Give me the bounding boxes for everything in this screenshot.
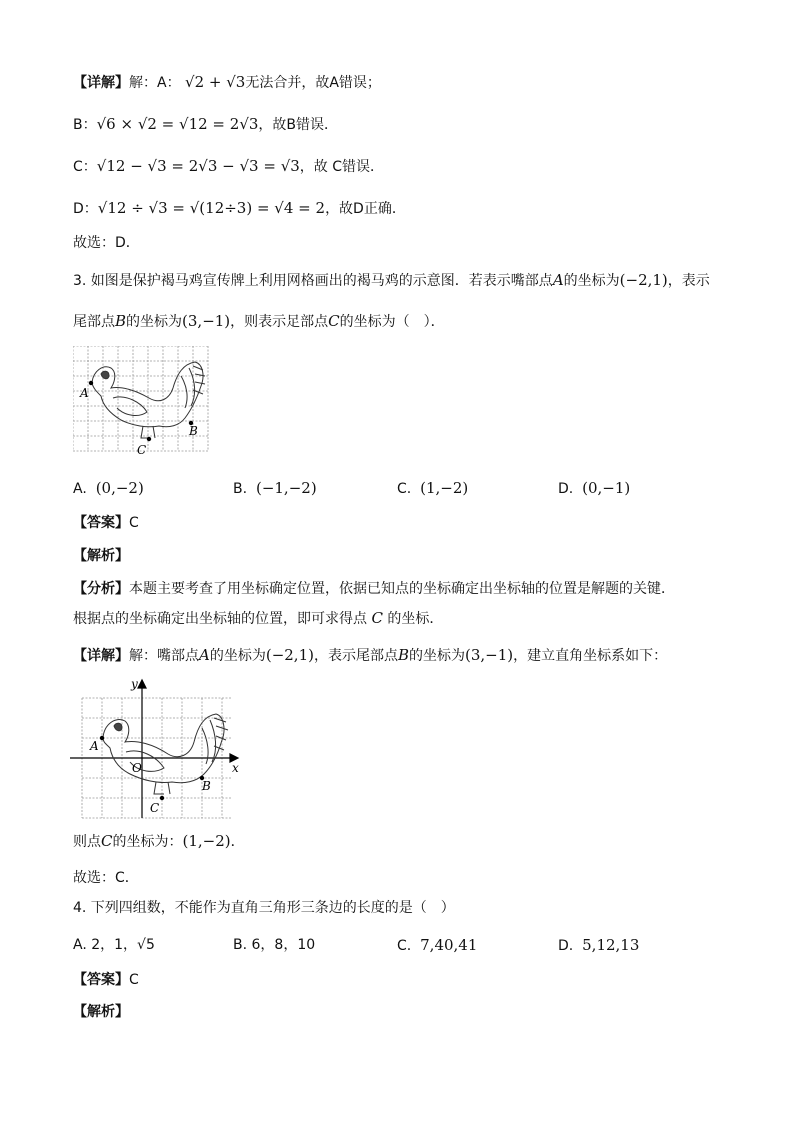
answer-tag: 【答案】 — [73, 515, 129, 531]
q3-stem-line1 — [73, 270, 710, 291]
q3-analysis-line2 — [73, 608, 443, 629]
analysis-text: 本题主要考查了用坐标确定位置，依据已知点的坐标确定出坐标轴的位置是解题的关键． — [129, 581, 675, 597]
result-text: 的坐标为： — [112, 834, 183, 850]
q3-result-line — [73, 831, 245, 852]
q3-choice: 故选：C． — [73, 870, 139, 886]
option-value: (−1,−2) — [255, 479, 317, 497]
fig1-label-a: A — [80, 386, 89, 400]
result-text: 则点 — [73, 834, 101, 850]
detail-intro: 解：A： — [129, 75, 181, 91]
point-a-label: A — [552, 271, 564, 289]
stem-text: 尾部点 — [73, 314, 115, 330]
q3-answer-line — [73, 513, 139, 533]
detail-text: 解：嘴部点 — [129, 648, 199, 664]
option-label: D. — [558, 481, 574, 497]
q4-option-b — [233, 935, 315, 955]
stem-text: 的坐标为（ ）． — [339, 314, 445, 330]
option-value: 7,40,41 — [420, 936, 478, 954]
coord-a: (−2,1) — [265, 646, 314, 664]
stem-text: 的坐标为 — [563, 273, 620, 289]
option-label: C. — [397, 938, 412, 954]
fig2-origin-label: O — [132, 761, 142, 775]
option-label: A. — [73, 481, 87, 497]
option-value: (0,−1) — [582, 479, 631, 497]
option-value: 6，8，10 — [251, 937, 316, 953]
analysis-text: 的坐标． — [387, 611, 444, 627]
option-label-d: D： — [73, 201, 98, 217]
bird-axes-figure — [70, 676, 245, 820]
point-a-label: A — [199, 646, 210, 664]
detail-tag: 【详解】 — [73, 75, 129, 91]
fig2-label-c: C — [150, 801, 160, 815]
analysis-text: 根据点的坐标确定出坐标轴的位置，即可求得点 — [73, 611, 367, 627]
math-expr-a: √2 + √3 — [185, 73, 246, 91]
option-label-c: C： — [73, 159, 97, 175]
math-expr-b: √6 × √2 = √12 = 2√3 — [96, 115, 259, 133]
fig1-label-c: C — [137, 443, 147, 457]
stem-text: 的坐标为 — [126, 314, 183, 330]
coord-b: (3,−1) — [182, 312, 231, 330]
q4-answer-line — [73, 970, 139, 990]
stem-text: 3. 如图是保护褐马鸡宣传牌上利用网格画出的褐马鸡的示意图．若表示嘴部点 — [73, 273, 553, 289]
result-text-c: ，故 C错误． — [299, 159, 385, 175]
fig2-axis-y-label: y — [131, 677, 138, 691]
q2-detail-d-line — [73, 198, 406, 219]
q3-option-c — [397, 478, 468, 499]
option-label: C. — [397, 481, 412, 497]
detail-text: ，表示尾部点 — [313, 648, 398, 664]
result-text: ． — [230, 834, 245, 850]
option-value: 2，1，√5 — [91, 937, 155, 953]
option-label: B. — [233, 937, 248, 953]
q3-option-d — [558, 478, 630, 499]
option-value: 5,12,13 — [582, 936, 640, 954]
answer-value: C — [129, 515, 139, 531]
q3-analysis-tag: 【解析】 — [73, 548, 129, 564]
option-label: B. — [233, 481, 248, 497]
detail-text: ，建立直角坐标系如下： — [513, 648, 668, 664]
math-expr-d: √12 ÷ √3 = √(12÷3) = √4 = 2 — [97, 199, 326, 217]
q4-option-a — [73, 935, 155, 955]
coord-a: (−2,1) — [619, 271, 668, 289]
fig2-axis-x-label: x — [232, 761, 239, 775]
result-coord: (1,−2) — [182, 832, 231, 850]
result-text-d: ，故D正确． — [325, 201, 406, 217]
detail-tag: 【详解】 — [73, 648, 129, 664]
option-label-b: B： — [73, 117, 97, 133]
point-b-label: B — [397, 646, 410, 664]
detail-text: 的坐标为 — [409, 648, 466, 664]
fig1-label-b: B — [189, 424, 198, 438]
bird-grid-figure — [73, 346, 209, 462]
coord-b: (3,−1) — [465, 646, 514, 664]
stem-text: ，则表示足部点 — [230, 314, 329, 330]
q4-option-d — [558, 935, 639, 956]
detail-text: 的坐标为 — [209, 648, 266, 664]
q4-analysis-tag: 【解析】 — [73, 1004, 129, 1020]
option-value: (0,−2) — [95, 479, 144, 497]
point-c-label: C — [371, 609, 383, 627]
option-value: (1,−2) — [420, 479, 469, 497]
stem-text: ，表示 — [667, 273, 710, 289]
point-b-label: B — [115, 312, 127, 330]
q2-detail-c-line — [73, 156, 384, 177]
answer-value: C — [129, 972, 139, 988]
answer-tag: 【答案】 — [73, 972, 129, 988]
option-label: D. — [558, 938, 574, 954]
option-label: A. — [73, 937, 87, 953]
q3-detail-line — [73, 645, 667, 666]
point-c-label: C — [328, 312, 340, 330]
q4-stem: 4. 下列四组数，不能作为直角三角形三条边的长度的是（ ） — [73, 900, 455, 916]
analysis-sub-tag: 【分析】 — [73, 581, 129, 597]
fig2-label-a: A — [90, 739, 99, 753]
q4-option-c — [397, 935, 477, 956]
math-expr-c: √12 − √3 = 2√3 − √3 = √3 — [96, 157, 300, 175]
q3-analysis-line1 — [73, 579, 675, 599]
q3-stem-line2 — [73, 311, 445, 332]
q2-choice: 故选：D． — [73, 235, 140, 251]
q3-option-a — [73, 478, 144, 499]
fig2-label-b: B — [202, 779, 211, 793]
q3-option-b — [233, 478, 317, 499]
point-c-label: C — [101, 832, 113, 850]
result-text-b: ，故B错误． — [258, 117, 339, 133]
q2-detail-b-line — [73, 114, 338, 135]
q2-detail-a-line — [73, 72, 381, 93]
result-text-a: 无法合并，故A错误； — [245, 75, 381, 91]
